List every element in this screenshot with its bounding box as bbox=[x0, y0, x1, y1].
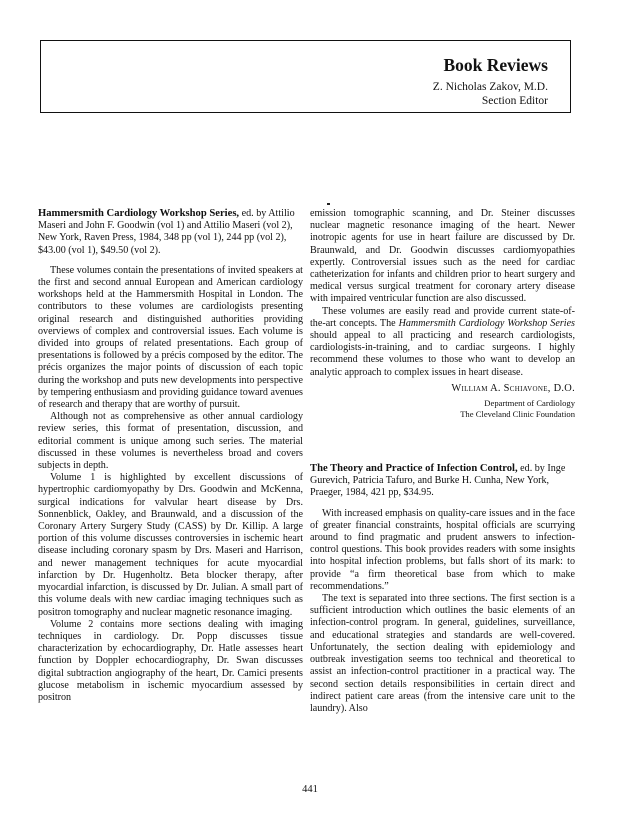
review1-book-title: Hammersmith Cardiology Workshop Series, bbox=[38, 208, 240, 219]
page-number: 441 bbox=[302, 784, 318, 795]
editor-role: Section Editor bbox=[481, 95, 548, 107]
stray-mark bbox=[327, 203, 330, 205]
affiliation-institution: The Cleveland Clinic Foundation bbox=[460, 408, 575, 419]
review2-paragraph: The text is separated into three sections. The first section is a sufficient introduction which outlines the basic elements of an infection-control program. In general, guidelines, surveillance, and educational strategies and standards are well-covered. Unfortunately, the section dealing with epidemiology and outbreak investigation seems too technical and theoretical to assist an infection-control practitioner in a practical way. The second section details responsibilities in certain direct and indirect patient care areas (from the intensive care unit to the laundry). Also bbox=[310, 593, 575, 714]
closing-text: These volumes are easily read and provide current state-of-the-art concepts. The bbox=[310, 305, 575, 329]
closing-series-title: Hammersmith Cardiology Workshop Series bbox=[398, 317, 575, 329]
review1-book-details: ed. by Attilio Maseri and John F. Goodwin (vol 1) and Attilio Maseri (vol 2), New York, Raven Press, 1984, 348 pp (vol 1), 244 pp (vol 2), $43.00 (vol 1), $49.50 (vol 2). bbox=[38, 208, 295, 256]
spacer bbox=[310, 419, 575, 463]
section-editor bbox=[433, 80, 548, 108]
review1-citation bbox=[38, 208, 303, 257]
editor-name: Z. Nicholas Zakov, M.D. bbox=[432, 81, 548, 93]
review2-book-title: The Theory and Practice of Infection Control, bbox=[310, 463, 518, 475]
affiliation-department: Department of Cardiology bbox=[484, 398, 575, 409]
review1-paragraph: These volumes contain the presentations of invited speakers at the first and second annual European and American cardiology workshops held at the Hammersmith Hospital in London. The contributors to these volumes are cardiologists presenting original research and distinguished authorities providing overviews of complex and controversial issues. Each volume is divided into groups of related presentations. Each group of presentations is followed by a précis composed by the editor. The précis organizes the major points of discussion of each topic during the workshop and puts new developments into perspective by tempering enthusiasm and providing guidance toward avenues of research and therapy that are worthy of pursuit. bbox=[38, 264, 303, 411]
reviewer-name: William A. Schiavone, D.O. bbox=[451, 382, 575, 394]
review1-paragraph: emission tomographic scanning, and Dr. Steiner discusses nuclear magnetic resonance imaging of the heart. Newer inotropic agents for use in heart failure are discussed by Dr. Braunwald, and Dr. Goodwin discusses cardiomyopathies expertly. Controversial issues such as the need for cardiac catheterization for infants and children prior to heart surgery and medical versus surgical treatment for coronary artery disease with impaired ventricular function are also discussed. bbox=[310, 208, 575, 305]
review1-signature bbox=[310, 383, 575, 419]
right-column bbox=[310, 208, 575, 715]
review1-closing-paragraph bbox=[310, 306, 575, 379]
left-column bbox=[38, 208, 303, 704]
review1-paragraph: Volume 2 contains more sections dealing with imaging techniques in cardiology. Dr. Popp discusses tissue characterization by echocardiography, Dr. Hatle assesses heart function by Doppler echocardiography, Dr. Swan discusses digital subtraction angiography of the heart, Dr. Camici presents glucose metabolism in ischemic myocardium assessed by positron bbox=[38, 618, 303, 703]
review2-paragraph: With increased emphasis on quality-care issues and in the face of greater financial constraints, hospital officials are scurrying around to find pragmatic and prudent answers to infection-control questions. This book provides readers with some insights into hospital infection problems, but falls short of its mark: to provide “a firm theoretical base from which to make recommendations.” bbox=[310, 507, 575, 592]
closing-text: should appeal to all practicing and research cardiologists, cardiologists-in-training, and to cardiac surgeons. I highly recommend these volumes to those who want to develop an analytic approach to complex issues in heart disease. bbox=[310, 330, 575, 378]
section-title: Book Reviews bbox=[443, 55, 548, 75]
review2-book-details: ed. by Inge Gurevich, Patricia Tafuro, and Burke H. Cunha, New York, Praeger, 1984, 421 pp, $34.95. bbox=[310, 463, 566, 499]
review1-paragraph: Volume 1 is highlighted by excellent discussions of hypertrophic cardiomyopathy by Drs. Goodwin and McKenna, surgical indications for valvular heart disease by Drs. Sonnenblick, Oakley, and Braunwald, and a discussion of the Coronary Artery Surgery Study (CASS) by Dr. Killip. A large portion of this volume discusses controversies in ischemic heart disease including coronary spasm by Drs. Maseri and Harrison, and newer management techniques for acute myocardial infarction by Dr. Hugenholtz. Beta blocker therapy, after myocardial infarction, is discussed by Dr. Julian. A small part of this volume deals with new cardiac imaging techniques such as positron tomography and nuclear magnetic resonance imaging. bbox=[38, 472, 303, 618]
reviewer-affiliation bbox=[310, 398, 575, 419]
section-header bbox=[40, 40, 571, 113]
review2-citation bbox=[310, 463, 575, 500]
review1-paragraph: Although not as comprehensive as other annual cardiology review series, this format of presentation, discussion, and editorial comment is unique among such series. The material discussed in these volumes is nevertheless broad and covers subjects in depth. bbox=[38, 411, 303, 472]
